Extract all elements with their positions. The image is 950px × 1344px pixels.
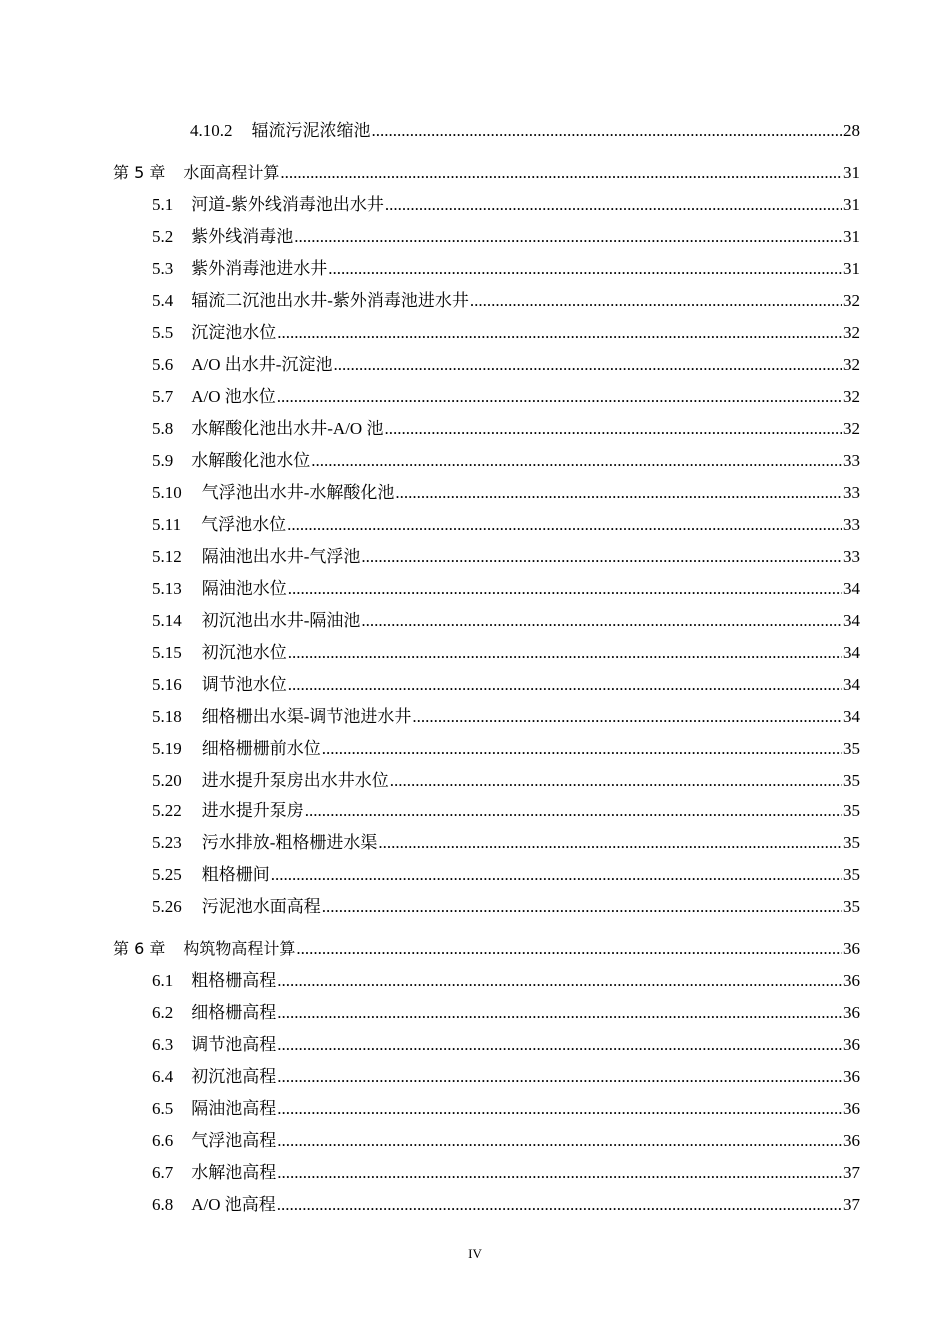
- toc-entry-number: 6.8: [152, 1195, 174, 1214]
- toc-leader-dots: [372, 119, 843, 143]
- toc-entry-number: 6.1: [152, 971, 174, 990]
- toc-entry-page-number: 31: [843, 195, 860, 214]
- toc-section-entry[interactable]: [0, 673, 860, 697]
- page-number-footer: IV: [468, 1246, 482, 1261]
- toc-chapter-entry[interactable]: [0, 161, 860, 185]
- toc-entry-title: 进水提升泵房出水井水位: [201, 771, 389, 790]
- toc-entry-number: 6.3: [152, 1035, 174, 1054]
- toc-entry-title: 隔油池出水井-气浮池: [201, 547, 361, 566]
- toc-chapter-entry[interactable]: [0, 937, 860, 961]
- toc-section-entry[interactable]: [0, 1001, 860, 1025]
- toc-entry-title: A/O 池高程: [191, 1195, 276, 1214]
- toc-entry-number: 5.18: [152, 707, 182, 726]
- toc-leader-dots: [361, 545, 842, 569]
- toc-entry-title: 粗格栅高程: [191, 971, 277, 990]
- toc-entry-title: 紫外线消毒池: [191, 227, 294, 246]
- toc-entry-title: 细格栅栅前水位: [201, 739, 321, 758]
- toc-entry-title: 水解酸化池水位: [191, 451, 311, 470]
- toc-leader-dots: [296, 937, 842, 961]
- toc-section-entry[interactable]: [0, 193, 860, 217]
- toc-entry-title: 水解池高程: [191, 1163, 277, 1182]
- toc-leader-dots: [470, 289, 842, 313]
- toc-entry-title: 污水排放-粗格栅进水渠: [201, 833, 378, 852]
- toc-entry-page-number: 34: [843, 611, 860, 630]
- toc-section-entry[interactable]: [0, 513, 860, 537]
- toc-section-entry[interactable]: [0, 609, 860, 633]
- toc-entry-title: 辐流二沉池出水井-紫外消毒池进水井: [191, 291, 469, 310]
- toc-entry-title: 初沉池出水井-隔油池: [201, 611, 361, 630]
- toc-entry-page-number: 32: [843, 323, 860, 342]
- toc-entry-number: 5.3: [152, 259, 174, 278]
- toc-entry-page-number: 35: [843, 833, 860, 852]
- toc-entry-number: 5.4: [152, 291, 174, 310]
- toc-section-entry[interactable]: [0, 1161, 860, 1185]
- toc-leader-dots: [378, 831, 842, 855]
- toc-entry-title: 细格栅出水渠-调节池进水井: [201, 707, 412, 726]
- toc-section-entry[interactable]: [0, 257, 860, 281]
- toc-entry-title: 水解酸化池出水井-A/O 池: [191, 419, 384, 438]
- toc-leader-dots: [305, 799, 842, 823]
- toc-leader-dots: [328, 257, 842, 281]
- toc-entry-number: 5.7: [152, 387, 174, 406]
- toc-entry-number: 6.7: [152, 1163, 174, 1182]
- toc-section-entry[interactable]: [0, 449, 860, 473]
- toc-entry-page-number: 35: [843, 801, 860, 820]
- toc-entry-number: 6.6: [152, 1131, 174, 1150]
- toc-leader-dots: [361, 609, 842, 633]
- toc-entry-title: 沉淀池水位: [191, 323, 277, 342]
- toc-entry-title: 气浮池水位: [201, 515, 287, 534]
- toc-entry-page-number: 35: [843, 739, 860, 758]
- toc-leader-dots: [277, 1161, 842, 1185]
- toc-leader-dots: [277, 321, 842, 345]
- toc-entry-number: 5.25: [152, 865, 182, 884]
- toc-entry-page-number: 35: [843, 897, 860, 916]
- toc-entry-number: 5.22: [152, 801, 182, 820]
- toc-entry-title: 进水提升泵房: [201, 801, 304, 820]
- toc-entry-page-number: 33: [843, 451, 860, 470]
- toc-leader-dots: [294, 225, 842, 249]
- toc-entry-number: 第 6 章: [113, 939, 166, 958]
- toc-entry-title: 河道-紫外线消毒池出水井: [191, 195, 384, 214]
- toc-leader-dots: [288, 673, 842, 697]
- toc-entry-title: A/O 出水井-沉淀池: [191, 355, 333, 374]
- toc-section-entry[interactable]: [0, 385, 860, 409]
- toc-entry-title: 污泥池水面高程: [201, 897, 321, 916]
- toc-section-entry[interactable]: [0, 641, 860, 665]
- toc-section-entry[interactable]: [0, 737, 860, 761]
- toc-leader-dots: [384, 417, 842, 441]
- toc-section-entry[interactable]: [0, 705, 860, 729]
- toc-entry-title: 辐流污泥浓缩池: [251, 121, 371, 140]
- toc-entry-page-number: 36: [843, 1099, 860, 1118]
- toc-entry-title: 调节池高程: [191, 1035, 277, 1054]
- toc-entry-number: 5.5: [152, 323, 174, 342]
- toc-entry-page-number: 33: [843, 515, 860, 534]
- toc-entry-title: 气浮池出水井-水解酸化池: [201, 483, 395, 502]
- toc-entry-title: 构筑物高程计算: [183, 939, 296, 958]
- toc-entry-number: 5.2: [152, 227, 174, 246]
- toc-entry-title: 气浮池高程: [191, 1131, 277, 1150]
- toc-entry-page-number: 31: [843, 227, 860, 246]
- toc-entry-title: 粗格栅间: [201, 865, 270, 884]
- toc-entry-page-number: 34: [843, 675, 860, 694]
- toc-leader-dots: [322, 895, 842, 919]
- toc-entry-number: 6.2: [152, 1003, 174, 1022]
- toc-entry-page-number: 31: [843, 259, 860, 278]
- toc-entry-title: 初沉池水位: [201, 643, 287, 662]
- toc-entry-number: 5.9: [152, 451, 174, 470]
- toc-leader-dots: [322, 737, 842, 761]
- toc-entry-page-number: 37: [843, 1163, 860, 1182]
- toc-entry-page-number: 34: [843, 579, 860, 598]
- toc-entry-number: 5.13: [152, 579, 182, 598]
- toc-entry-page-number: 34: [843, 707, 860, 726]
- toc-section-entry[interactable]: [0, 225, 860, 249]
- toc-leader-dots: [311, 449, 842, 473]
- toc-entry-number: 6.4: [152, 1067, 174, 1086]
- toc-entry-title: A/O 池水位: [191, 387, 276, 406]
- toc-entry-page-number: 36: [843, 971, 860, 990]
- toc-entry-number: 6.5: [152, 1099, 174, 1118]
- toc-section-entry[interactable]: [0, 1129, 860, 1153]
- toc-section-entry[interactable]: [0, 799, 860, 823]
- toc-entry-title: 初沉池高程: [191, 1067, 277, 1086]
- toc-entry-number: 5.16: [152, 675, 182, 694]
- toc-entry-page-number: 36: [843, 939, 860, 958]
- toc-entry-title: 水面高程计算: [183, 163, 280, 182]
- toc-section-entry[interactable]: [0, 321, 860, 345]
- toc-entry-page-number: 32: [843, 387, 860, 406]
- toc-leader-dots: [333, 353, 842, 377]
- toc-entry-number: 5.8: [152, 419, 174, 438]
- toc-entry-number: 5.6: [152, 355, 174, 374]
- toc-entry-number: 5.20: [152, 771, 182, 790]
- toc-entry-number: 5.1: [152, 195, 174, 214]
- toc-entry-page-number: 35: [843, 771, 860, 790]
- toc-entry-title: 紫外消毒池进水井: [191, 259, 328, 278]
- toc-entry-number: 5.19: [152, 739, 182, 758]
- toc-section-entry[interactable]: [0, 481, 860, 505]
- toc-entry-number: 5.11: [152, 515, 182, 534]
- toc-entry-title: 隔油池水位: [201, 579, 287, 598]
- toc-leader-dots: [277, 1001, 842, 1025]
- toc-section-entry[interactable]: [0, 969, 860, 993]
- toc-entry-page-number: 31: [843, 163, 860, 182]
- toc-entry-number: 4.10.2: [190, 121, 233, 140]
- toc-leader-dots: [277, 385, 842, 409]
- toc-leader-dots: [288, 577, 842, 601]
- toc-entry-page-number: 32: [843, 291, 860, 310]
- toc-leader-dots: [287, 513, 842, 537]
- toc-entry-page-number: 37: [843, 1195, 860, 1214]
- toc-entry-title: 细格栅高程: [191, 1003, 277, 1022]
- toc-section-entry[interactable]: [0, 417, 860, 441]
- toc-section-entry[interactable]: [0, 289, 860, 313]
- toc-leader-dots: [277, 969, 842, 993]
- toc-leader-dots: [390, 769, 842, 793]
- toc-entry-number: 5.23: [152, 833, 182, 852]
- toc-leader-dots: [385, 193, 842, 217]
- toc-entry-title: 隔油池高程: [191, 1099, 277, 1118]
- toc-leader-dots: [395, 481, 842, 505]
- toc-entry-page-number: 32: [843, 355, 860, 374]
- toc-section-entry[interactable]: [0, 577, 860, 601]
- toc-entry-page-number: 32: [843, 419, 860, 438]
- toc-entry-page-number: 36: [843, 1035, 860, 1054]
- toc-entry-page-number: 33: [843, 547, 860, 566]
- toc-entry-number: 5.10: [152, 483, 182, 502]
- toc-section-entry[interactable]: [0, 353, 860, 377]
- toc-leader-dots: [412, 705, 842, 729]
- toc-section-entry[interactable]: [0, 545, 860, 569]
- toc-leader-dots: [288, 641, 842, 665]
- toc-leader-dots: [277, 1097, 842, 1121]
- toc-entry-page-number: 34: [843, 643, 860, 662]
- toc-section-entry[interactable]: [0, 831, 860, 855]
- toc-entry-number: 5.12: [152, 547, 182, 566]
- toc-entry-page-number: 36: [843, 1003, 860, 1022]
- toc-entry-page-number: 33: [843, 483, 860, 502]
- toc-entry-page-number: 36: [843, 1067, 860, 1086]
- toc-leader-dots: [277, 1193, 842, 1217]
- toc-entry-page-number: 36: [843, 1131, 860, 1150]
- toc-leader-dots: [277, 1129, 842, 1153]
- toc-entry-number: 5.14: [152, 611, 182, 630]
- toc-section-entry[interactable]: [0, 895, 860, 919]
- toc-entry-page-number: 28: [843, 121, 860, 140]
- toc-entry-number: 5.26: [152, 897, 182, 916]
- toc-leader-dots: [277, 1033, 842, 1057]
- toc-section-entry[interactable]: [0, 1097, 860, 1121]
- toc-leader-dots: [277, 1065, 842, 1089]
- toc-section-entry[interactable]: [0, 1033, 860, 1057]
- toc-leader-dots: [271, 863, 842, 887]
- toc-entry-page-number: 35: [843, 865, 860, 884]
- toc-section-entry[interactable]: [0, 1193, 860, 1217]
- toc-section-entry[interactable]: [0, 119, 860, 143]
- toc-section-entry[interactable]: [0, 769, 860, 793]
- toc-leader-dots: [280, 161, 842, 185]
- toc-entry-number: 5.15: [152, 643, 182, 662]
- toc-section-entry[interactable]: [0, 863, 860, 887]
- toc-section-entry[interactable]: [0, 1065, 860, 1089]
- toc-entry-title: 调节池水位: [201, 675, 287, 694]
- toc-entry-number: 第 5 章: [113, 163, 166, 182]
